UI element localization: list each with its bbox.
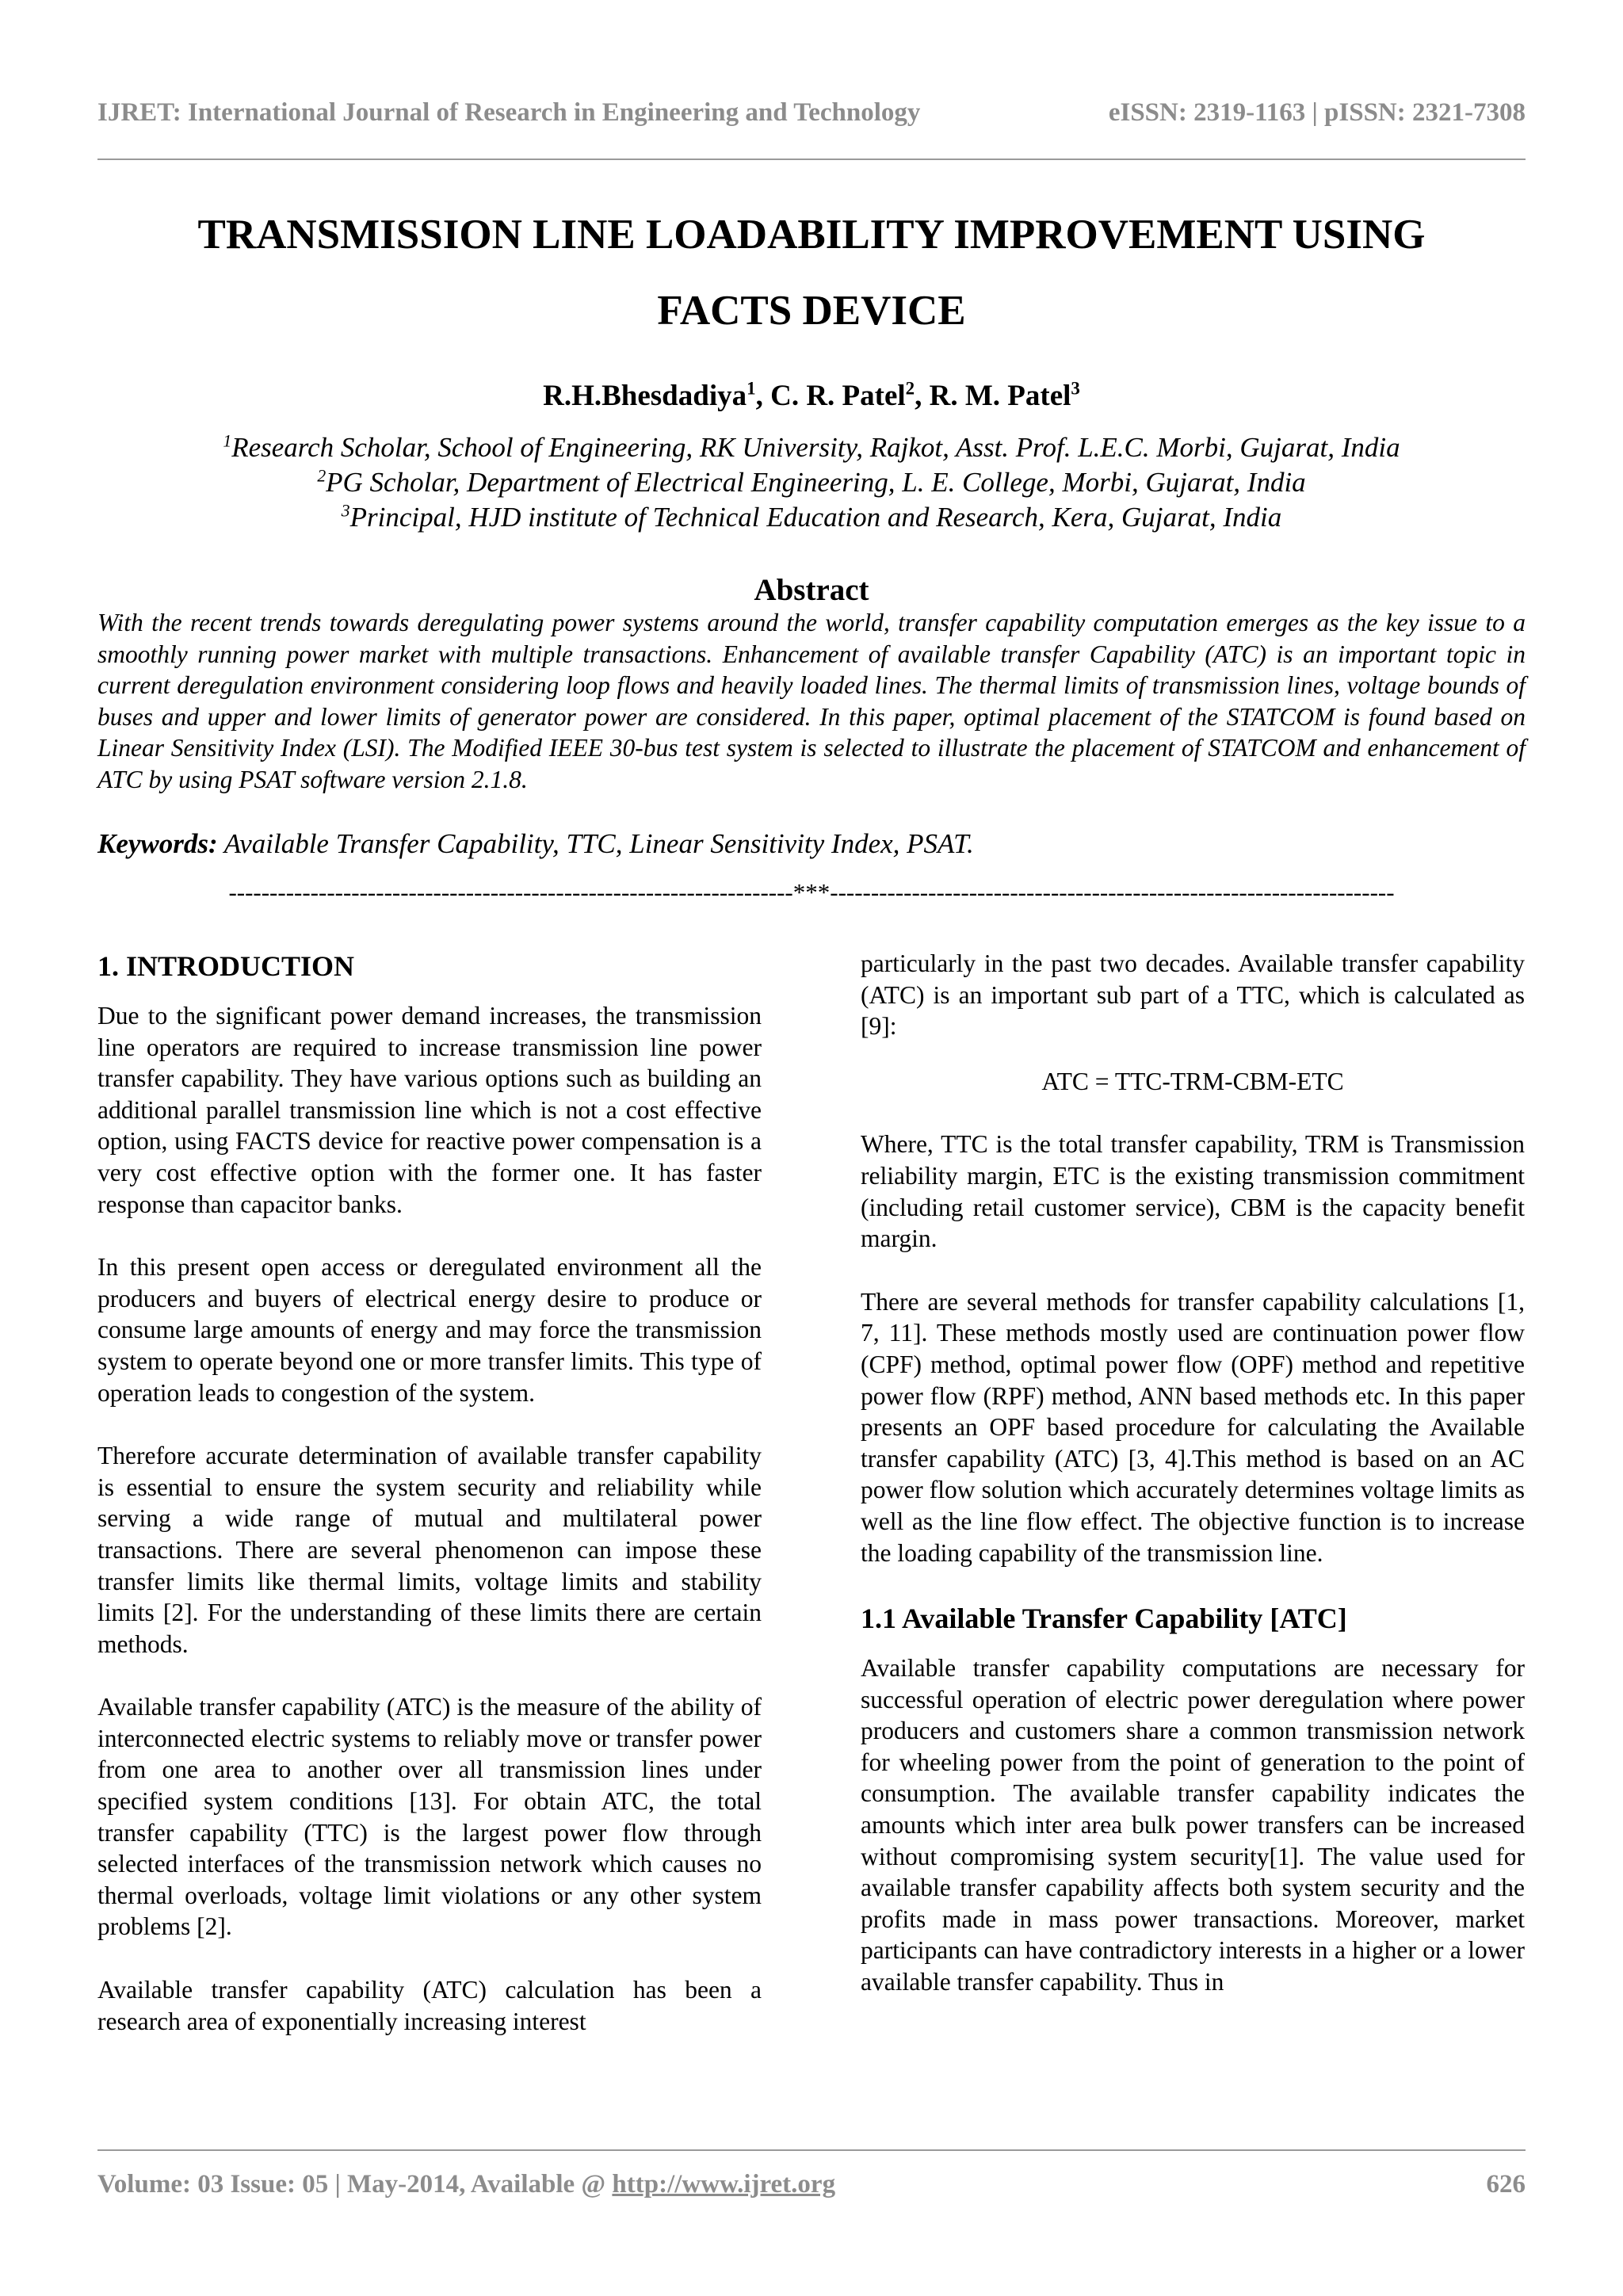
journal-name: IJRET: International Journal of Research in Engineering and Technology	[97, 98, 921, 127]
subsection-heading-atc: 1.1 Available Transfer Capability [ATC]	[861, 1603, 1347, 1635]
affiliation-1: $^1$Research Scholar, School of Engineering, RK University, Rajkot, Asst. Prof. L.E.C. Morbi, Gujarat, India	[223, 431, 1400, 463]
section-separator: ---------------------------------------------------------------------***---------------------------------------------------------------------	[228, 878, 1395, 906]
issn-info: eISSN: 2319-1163 | pISSN: 2321-7308	[1108, 98, 1526, 127]
journal-website-link[interactable]: http://www.ijret.org	[612, 2170, 836, 2199]
author-1: R.H.Bhesdadiya$^1$,	[543, 378, 771, 412]
keywords	[97, 828, 1526, 860]
running-footer	[97, 2170, 1526, 2199]
section-heading-introduction: 1. INTRODUCTION	[97, 950, 355, 982]
keywords-label: Keywords:	[97, 828, 218, 859]
author-2: C. R. Patel$^2$,	[770, 378, 930, 412]
abstract-text: With the recent trends towards deregulating power systems around the world, transfer capability computation emerges as the key issue to a smoothly running power market with multiple transactions. Enhancement of available transfer Capability (ATC) is an important topic in current deregulation environment considering loop flows and heavily loaded lines. The thermal limits of transmission lines, voltage bounds of buses and upper and lower limits of generator power are considered. In this paper, optimal placement of the STATCOM is found based on Linear Sensitivity Index (LSI). The Modified IEEE 30-bus test system is selected to illustrate the placement of STATCOM and enhancement of ATC by using PSAT software version 2.1.8.	[97, 609, 1526, 793]
affiliation-3: $^3$Principal, HJD institute of Technical Education and Research, Kera, Gujarat, India	[341, 501, 1282, 533]
page-number: 626	[1486, 2170, 1526, 2199]
affiliation-2: $^2$PG Scholar, Department of Electrical Engineering, L. E. College, Morbi, Gujarat, India	[317, 466, 1306, 498]
paragraph: Due to the significant power demand increases, the transmission line operators are required to increase transmission line power transfer capability. They have various options such as building an additional parallel transmission line which is not a cost effective option, using FACTS device for reactive power compensation is a very cost effective option with the former one. It has faster response than capacitor banks.	[97, 1002, 762, 1218]
atc-equation: ATC = TTC-TRM-CBM-ETC	[1041, 1067, 1344, 1095]
abstract-heading: Abstract	[754, 573, 869, 607]
title-line-2: FACTS DEVICE	[657, 288, 966, 334]
keywords-text: Available Transfer Capability, TTC, Linear Sensitivity Index, PSAT.	[217, 828, 974, 859]
paragraph: Where, TTC is the total transfer capability, TRM is Transmission reliability margin, ETC is the existing transmission commitment (including retail customer service), CBM is the capacity benefit margin.	[861, 1130, 1525, 1253]
footer-divider	[97, 2149, 1526, 2151]
running-header	[97, 98, 1526, 128]
paragraph: Therefore accurate determination of available transfer capability is essential to ensure the system security and reliability while serving a wide range of mutual and multilateral power transactions. There are several phenomenon can impose these transfer limits like thermal limits, voltage limits and stability limits [2]. For the understanding of these limits there are certain methods.	[97, 1442, 762, 1658]
title-line-1: TRANSMISSION LINE LOADABILITY IMPROVEMENT USING	[197, 212, 1426, 258]
paragraph: Available transfer capability computations are necessary for successful operation of electric power deregulation where power producers and customers share a common transmission network for wheeling power from the point of generation to the point of consumption. The available transfer capability indicates the amounts which inter area bulk power transfers can be increased without compromising system security[1]. The value used for available transfer capability affects both system security and the profits made in mass power transactions. Moreover, market participants can have contradictory interests in a higher or a lower available transfer capability. Thus in	[861, 1654, 1525, 1996]
right-column	[861, 948, 1525, 1998]
affiliation-list	[97, 430, 1526, 535]
left-column	[97, 948, 762, 2037]
paper-title	[97, 197, 1526, 349]
paragraph: There are several methods for transfer capability calculations [1, 7, 11]. These methods mostly used are continuation power flow (CPF) method, optimal power flow (OPF) method and repetitive power flow (RPF) method, ANN based methods etc. In this paper presents an OPF based procedure for calculating the Available transfer capability (ATC) [3, 4].This method is based on an AC power flow solution which accurately determines voltage limits as well as the line flow effect. The objective function is to increase the loading capability of the transmission line.	[861, 1287, 1525, 1567]
paragraph: In this present open access or deregulated environment all the producers and buyers of electrical energy desire to produce or consume large amounts of energy and may force the transmission system to operate beyond one or more transfer limits. This type of operation leads to congestion of the system.	[97, 1253, 762, 1407]
paragraph: Available transfer capability (ATC) calculation has been a research area of exponentially increasing interest	[97, 1976, 762, 2035]
author-list	[97, 379, 1526, 413]
header-divider	[97, 159, 1526, 160]
paragraph: Available transfer capability (ATC) is the measure of the ability of interconnected electric systems to reliably move or transfer power from one area to another over all transmission lines under specified system conditions [13]. For obtain ATC, the total transfer capability (TTC) is the largest power flow through selected interfaces of the transmission network which causes no thermal overloads, voltage limit violations or any other system problems [2].	[97, 1693, 762, 1941]
author-3: R. M. Patel$^3$	[929, 378, 1080, 412]
volume-info: Volume: 03 Issue: 05 | May-2014, Available @ http://www.ijret.org	[97, 2170, 836, 2199]
paragraph-continued: particularly in the past two decades. Available transfer capability (ATC) is an important sub part of a TTC, which is calculated as [9]:	[861, 949, 1525, 1041]
